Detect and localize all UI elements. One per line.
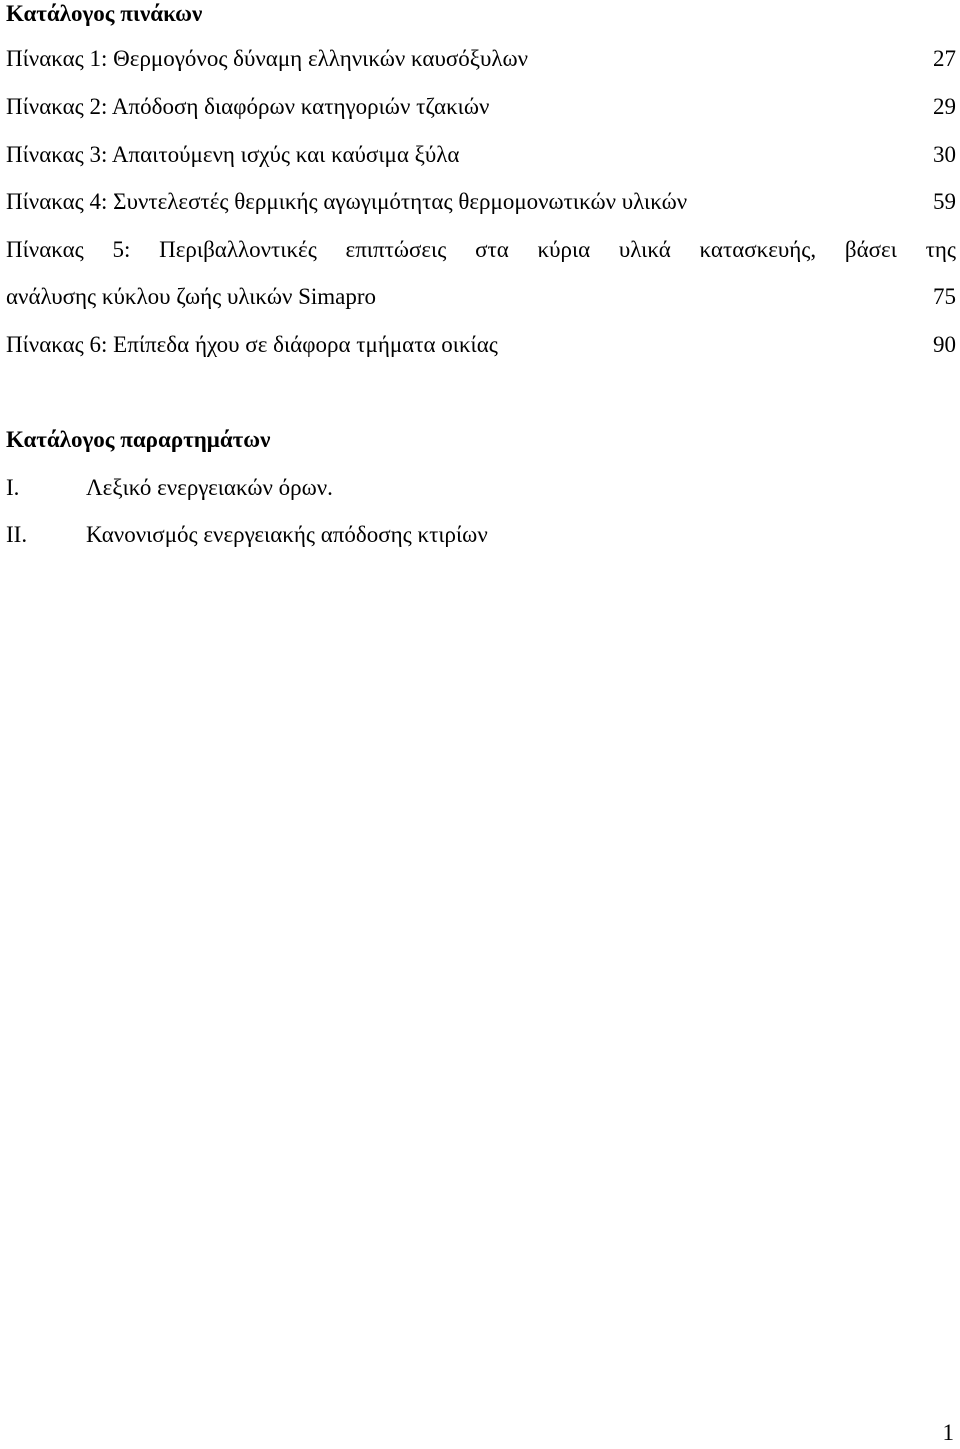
toc-entry-label: Πίνακας 3: Απαιτούμενη ισχύς και καύσιμα ξύλα	[6, 142, 460, 167]
appendix-title: Λεξικό ενεργειακών όρων.	[86, 475, 333, 500]
toc-entry-label: Πίνακας 2: Απόδοση διαφόρων κατηγοριών τζακιών	[6, 94, 490, 119]
toc-entry-page-number: 75	[933, 284, 956, 309]
toc-entry-page-number: 30	[933, 142, 956, 167]
toc-entry-label: Πίνακας 5: Περιβαλλοντικές επιπτώσεις στα κύρια υλικά κατασκευής, βάσει της	[6, 237, 956, 262]
toc-entry-page-number: 59	[933, 189, 956, 214]
toc-entry-label: Πίνακας 1: Θερμογόνος δύναμη ελληνικών καυσόξυλων	[6, 46, 529, 71]
toc-entry-label-continued: ανάλυσης κύκλου ζωής υλικών Simapro	[6, 284, 377, 309]
toc-entry-table-5-line-1	[6, 236, 956, 264]
toc-entry-label: Πίνακας 6: Επίπεδα ήχου σε διάφορα τμήματα οικίας	[6, 332, 498, 357]
toc-entry-page-number: 29	[933, 94, 956, 119]
tables-list-heading: Κατάλογος πινάκων	[6, 1, 203, 26]
toc-entry-page-number: 90	[933, 332, 956, 357]
toc-entry-label: Πίνακας 4: Συντελεστές θερμικής αγωγιμότητας θερμομονωτικών υλικών	[6, 189, 688, 214]
page-number: 1	[942, 1420, 954, 1445]
appendix-title: Κανονισμός ενεργειακής απόδοσης κτιρίων	[86, 522, 488, 547]
toc-entry-page-number: 27	[933, 46, 956, 71]
appendix-numeral: I.	[6, 475, 20, 500]
appendices-list-heading: Κατάλογος παραρτημάτων	[6, 427, 271, 452]
appendix-numeral: II.	[6, 522, 28, 547]
